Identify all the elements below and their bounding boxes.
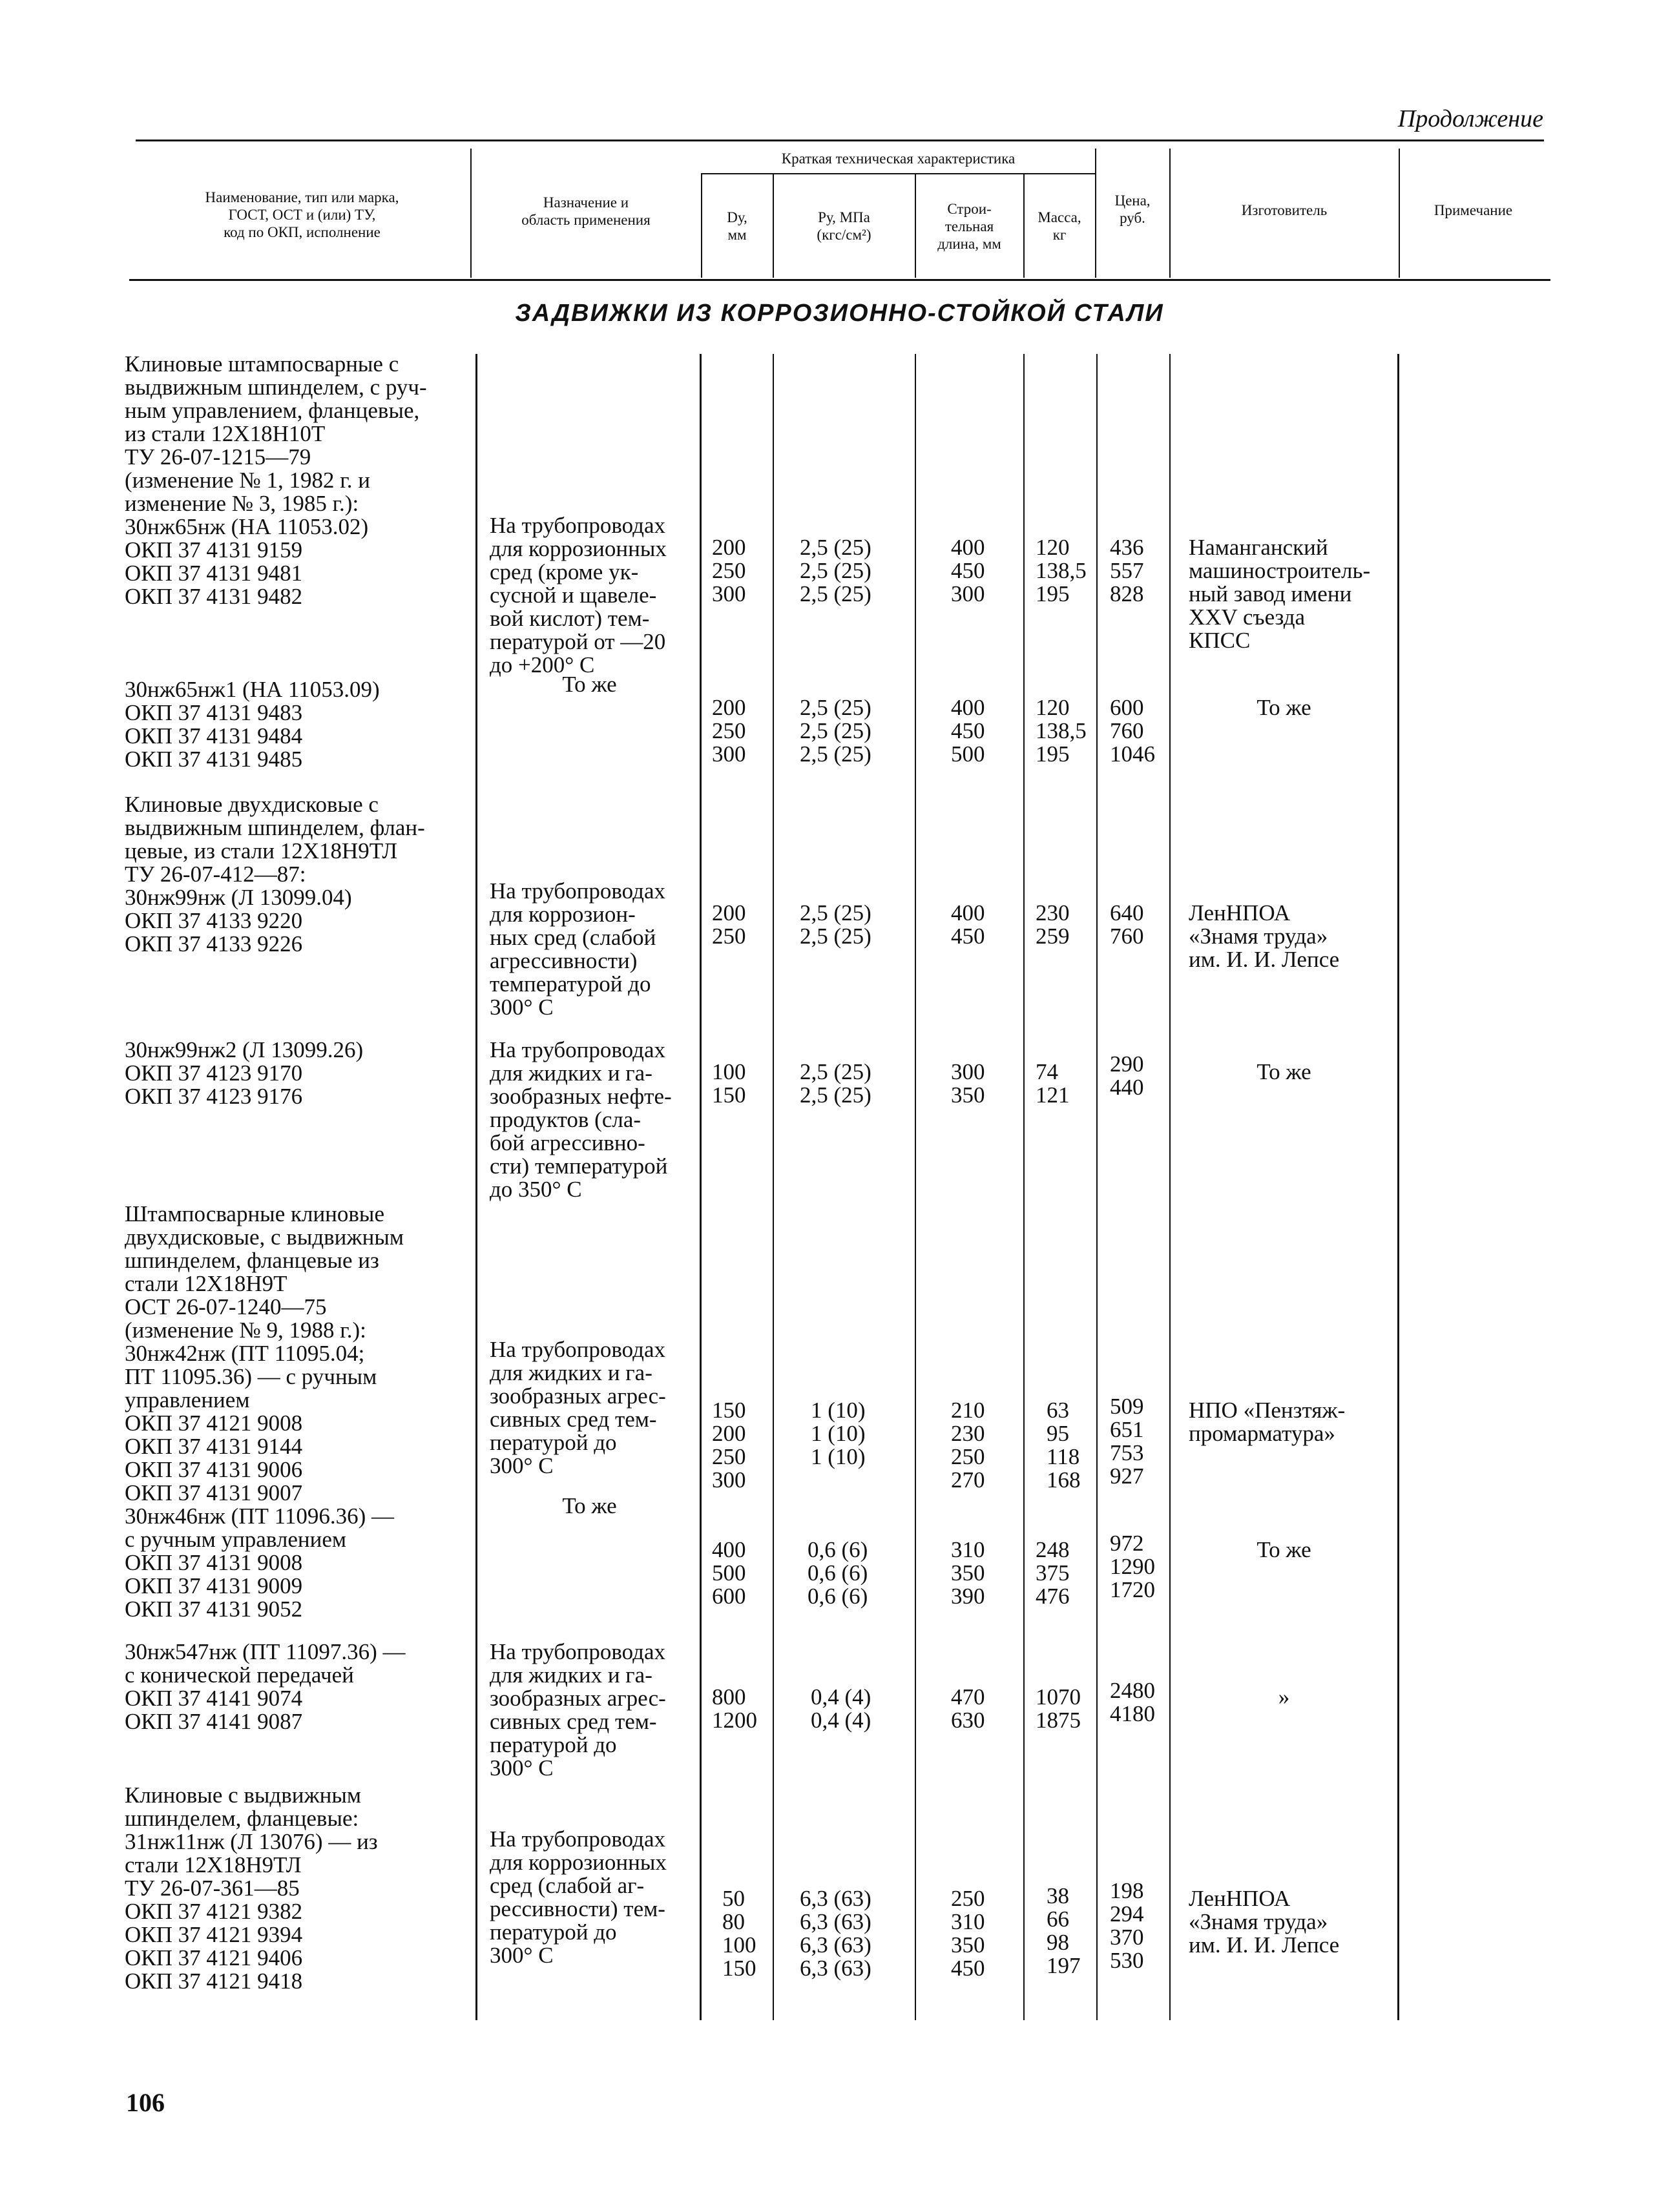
section-title: ЗАДВИЖКИ ИЗ КОРРОЗИОННО-СТОЙКОЙ СТАЛИ <box>515 300 1164 327</box>
column-rule <box>1169 354 1171 2020</box>
block-maker: » <box>1278 1684 1290 1710</box>
header-divider <box>915 173 916 278</box>
header-purpose: Назначение и область применения <box>521 194 651 228</box>
block-pn: 2,5 (25) 2,5 (25) 2,5 (25) <box>800 695 871 767</box>
block-dn: 800 1200 <box>712 1684 757 1733</box>
block-name: Клиновые с выдвижным шпинделем, фланцевые: 31нж11нж (Л 13076) — из стали 12Х18Н9ТЛ ТУ 26-07-361—85 ОКП 37 4121 9382 ОКП 37 4121 9394 ОКП 37 4121 9406 ОКП 37 4121 9418 <box>125 1783 378 1994</box>
block-length: 400 450 300 <box>951 535 985 606</box>
column-rule <box>475 354 477 2020</box>
block-purpose: То же <box>562 1493 617 1518</box>
block-dn: 100 150 <box>712 1059 746 1108</box>
block-pn: 2,5 (25) 2,5 (25) 2,5 (25) <box>800 535 871 606</box>
block-price: 509 651 753 927 <box>1110 1394 1144 1489</box>
block-mass: 63 95 118 168 <box>1047 1398 1081 1493</box>
header-divider <box>1095 149 1096 278</box>
header-group-rule <box>701 173 1095 174</box>
block-price: 2480 4180 <box>1110 1678 1155 1726</box>
block-dn: 50 80 100 150 <box>722 1886 756 1981</box>
block-name: Клиновые двухдисковые с выдвижным шпинделем, флан- цевые, из стали 12Х18Н9ТЛ ТУ 26-07-412—87: 30нж99нж (Л 13099.04) ОКП 37 4133 9220 ОКП 37 4133 9226 <box>125 792 425 956</box>
block-dn: 200 250 300 <box>712 695 746 767</box>
block-purpose: На трубопроводах для коррозионных сред (кроме ук- сусной и щавеле- вой кислот) тем- пературой от —20 до +200° С <box>490 513 667 677</box>
block-price: 198 294 370 530 <box>1110 1878 1144 1973</box>
block-pn: 2,5 (25) 2,5 (25) <box>800 1059 871 1108</box>
block-purpose: На трубопроводах для коррозионных сред (слабой аг- рессивности) тем- пературой до 300° С <box>490 1826 667 1968</box>
block-name: Клиновые штампосварные с выдвижным шпинделем, с руч- ным управлением, фланцевые, из стали 12Х18Н10Т ТУ 26-07-1215—79 (изменение № 1, 1982 г. и изменение № 3, 1985 г.): 30нж65нж (НА 11053.02) ОКП 37 4131 9159 ОКП 37 4131 9481 ОКП 37 4131 9482 <box>125 351 427 609</box>
block-mass: 230 259 <box>1036 900 1070 949</box>
block-purpose: То же <box>562 672 617 697</box>
header-divider <box>470 149 472 278</box>
header-price: Цена, руб. <box>1114 192 1151 226</box>
continuation-label: Продолжение <box>1397 105 1543 132</box>
block-name: 30нж65нж1 (НА 11053.09) ОКП 37 4131 9483 ОКП 37 4131 9484 ОКП 37 4131 9485 <box>125 677 380 772</box>
block-dn: 400 500 600 <box>712 1537 746 1609</box>
block-maker: ЛенНПОА «Знамя труда» им. И. И. Лепсе <box>1189 1886 1340 1958</box>
header-name: Наименование, тип или марка, ГОСТ, ОСТ и (или) ТУ, код по ОКП, исполнение <box>205 189 399 240</box>
block-length: 210 230 250 270 <box>951 1398 985 1493</box>
block-maker: ЛенНПОА «Знамя труда» им. И. И. Лепсе <box>1189 900 1340 972</box>
header-dn: Dу, мм <box>727 209 747 243</box>
block-mass: 74 121 <box>1036 1059 1070 1108</box>
block-maker: То же <box>1257 1537 1311 1562</box>
header-divider <box>773 173 774 278</box>
header-group-title: Краткая техническая характеристика <box>781 150 1016 167</box>
block-purpose: На трубопроводах для жидких и га- зообразных агрес- сивных сред тем- пературой до 300° С <box>490 1639 666 1781</box>
column-rule <box>1023 354 1025 2020</box>
block-maker: То же <box>1257 695 1311 720</box>
header-divider <box>1399 149 1400 278</box>
block-price: 972 1290 1720 <box>1110 1531 1155 1602</box>
column-rule <box>773 354 774 2020</box>
header-pn: Pу, МПа (кгс/см²) <box>817 209 871 243</box>
block-maker: То же <box>1257 1059 1311 1084</box>
block-length: 400 450 <box>951 900 985 949</box>
header-bottom-rule <box>129 279 1550 281</box>
block-price: 640 760 <box>1110 900 1144 949</box>
block-purpose: На трубопроводах для жидких и га- зообразных агрес- сивных сред тем- пературой до 300° С <box>490 1337 666 1478</box>
block-purpose: На трубопроводах для жидких и га- зообразных нефте- продуктов (сла- бой агрессивно- сти) температурой до 350° С <box>490 1037 672 1202</box>
block-dn: 200 250 <box>712 900 746 949</box>
block-pn: 2,5 (25) 2,5 (25) <box>800 900 871 949</box>
block-pn: 1 (10) 1 (10) 1 (10) <box>811 1398 866 1469</box>
block-pn: 0,6 (6) 0,6 (6) 0,6 (6) <box>808 1537 868 1609</box>
column-rule <box>1096 354 1098 2020</box>
block-name: 30нж46нж (ПТ 11096.36) — с ручным управлением ОКП 37 4131 9008 ОКП 37 4131 9009 ОКП 37 4131 9052 <box>125 1504 394 1622</box>
block-maker: НПО «Пензтяж- промарматура» <box>1189 1398 1346 1446</box>
block-length: 470 630 <box>951 1684 985 1733</box>
block-dn: 200 250 300 <box>712 535 746 606</box>
block-price: 436 557 828 <box>1110 535 1144 606</box>
block-mass: 38 66 98 197 <box>1047 1883 1081 1978</box>
page-number: 106 <box>126 2088 165 2117</box>
header-mass: Масса, кг <box>1038 209 1081 243</box>
header-divider <box>701 173 702 278</box>
block-mass: 120 138,5 195 <box>1036 695 1087 767</box>
block-length: 300 350 <box>951 1059 985 1108</box>
header-maker: Изготовитель <box>1241 202 1328 218</box>
block-name: 30нж547нж (ПТ 11097.36) — с конической передачей ОКП 37 4141 9074 ОКП 37 4141 9087 <box>125 1639 406 1734</box>
header-length: Строи- тельная длина, мм <box>937 201 1001 252</box>
block-pn: 0,4 (4) 0,4 (4) <box>811 1684 871 1733</box>
block-mass: 120 138,5 195 <box>1036 535 1087 606</box>
block-mass: 1070 1875 <box>1036 1684 1081 1733</box>
block-name: 30нж99нж2 (Л 13099.26) ОКП 37 4123 9170 ОКП 37 4123 9176 <box>125 1037 364 1109</box>
header-top-rule <box>136 140 1544 141</box>
block-pn: 6,3 (63) 6,3 (63) 6,3 (63) 6,3 (63) <box>800 1886 871 1981</box>
header-divider <box>1023 173 1025 278</box>
block-name: Штампосварные клиновые двухдисковые, с выдвижным шпинделем, фланцевые из стали 12Х18Н9Т ОСТ 26-07-1240—75 (изменение № 9, 1988 г.): 30нж42нж (ПТ 11095.04; ПТ 11095.36) — с ручным управлением ОКП 37 4121 9008 ОКП 37 4131 9144 ОКП 37 4131 9006 ОКП 37 4131 9007 <box>125 1201 404 1505</box>
header-divider <box>1169 149 1171 278</box>
block-length: 250 310 350 450 <box>951 1886 985 1981</box>
block-mass: 248 375 476 <box>1036 1537 1070 1609</box>
column-rule <box>700 354 702 2020</box>
block-purpose: На трубопроводах для коррозион- ных сред (слабой агрессивности) температурой до 300° С <box>490 878 666 1020</box>
column-rule <box>1397 354 1399 2020</box>
header-note: Примечание <box>1434 202 1513 218</box>
block-price: 290 440 <box>1110 1051 1144 1100</box>
block-dn: 150 200 250 300 <box>712 1398 746 1493</box>
block-length: 310 350 390 <box>951 1537 985 1609</box>
block-length: 400 450 500 <box>951 695 985 767</box>
block-price: 600 760 1046 <box>1110 695 1155 767</box>
block-maker: Наманганский машиностроитель- ный завод имени XXV съезда КПСС <box>1189 535 1371 653</box>
column-rule <box>915 354 916 2020</box>
